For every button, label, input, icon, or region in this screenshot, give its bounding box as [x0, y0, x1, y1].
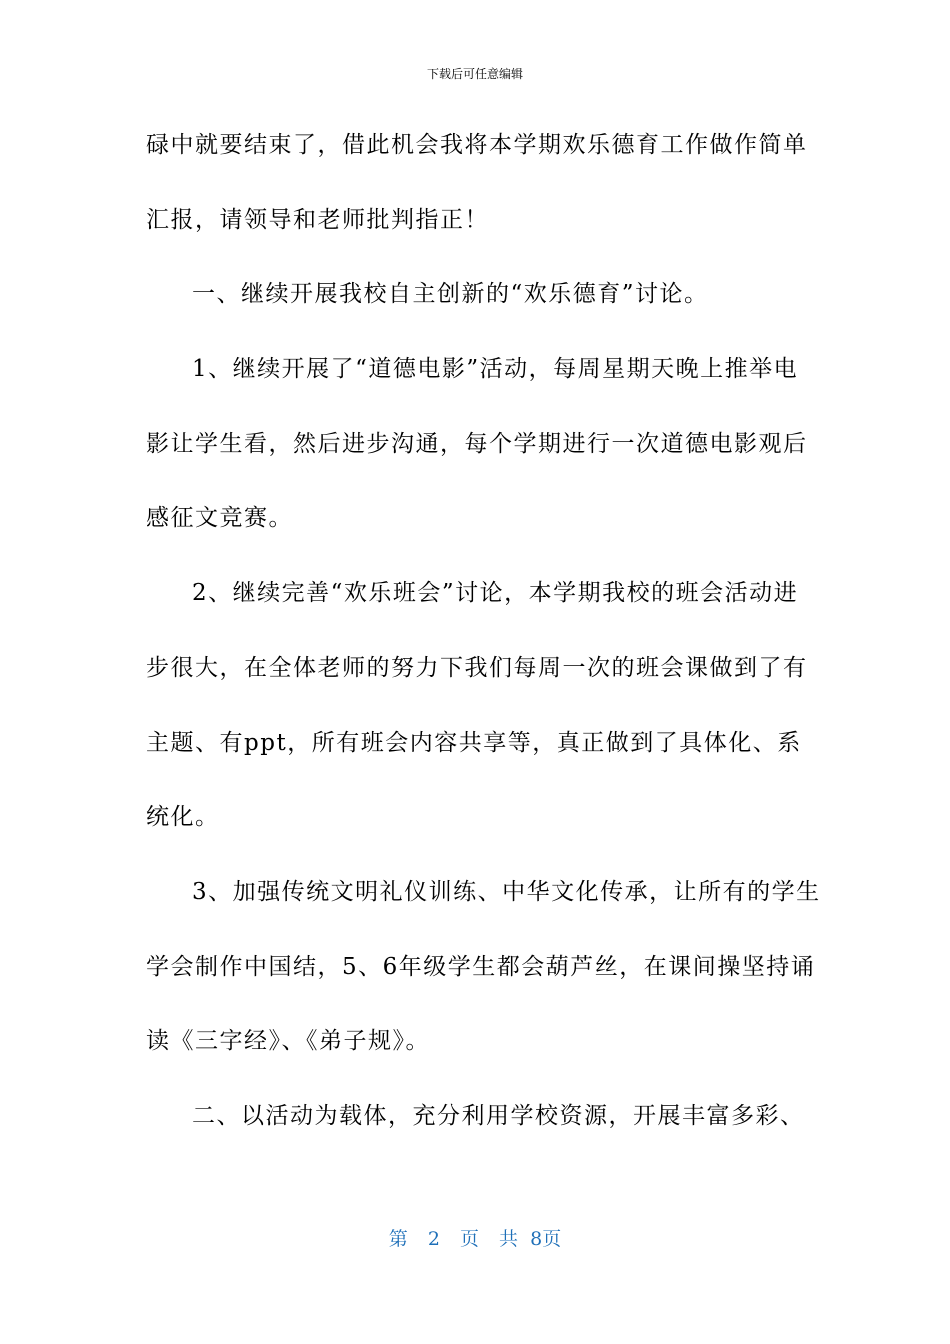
- footer-current-page: 2: [427, 1228, 440, 1250]
- body-line: 读《三字经》、《弟子规》。: [146, 1028, 430, 1055]
- body-line: 一、继续开展我校自主创新的“欢乐德育”讨论。: [192, 281, 709, 308]
- page-header: [0, 64, 950, 84]
- footer-total-pages: 8页: [530, 1228, 562, 1250]
- footer-total-prefix: 共: [499, 1228, 519, 1250]
- body-line: 主题、有ppt，所有班会内容共享等，真正做到了具体化、系: [146, 729, 802, 756]
- body-line: 感征文竞赛。: [146, 505, 293, 532]
- header-text: 下载后可任意编辑: [426, 67, 523, 81]
- body-line: 影让学生看，然后进步沟通，每个学期进行一次道德电影观后: [146, 430, 808, 457]
- footer-page-label: 页: [459, 1228, 479, 1250]
- body-line: 3、加强传统文明礼仪训练、中华文化传承，让所有的学生: [192, 878, 821, 905]
- footer-prefix: 第: [388, 1228, 408, 1250]
- body-line: 1、继续开展了“道德电影”活动，每周星期天晚上推举电: [192, 356, 799, 383]
- body-line: 二、以活动为载体，充分利用学校资源，开展丰富多彩、: [192, 1102, 805, 1129]
- body-line: 汇报，请领导和老师批判指正！: [146, 206, 489, 233]
- page-footer: [0, 1226, 950, 1252]
- body-line: 碌中就要结束了，借此机会我将本学期欢乐德育工作做作简单: [146, 132, 808, 158]
- body-line: 步很大，在全体老师的努力下我们每周一次的班会课做到了有: [146, 654, 808, 681]
- body-line: 统化。: [146, 804, 220, 831]
- document-body: [146, 118, 836, 1164]
- body-line: 学会制作中国结，5、6年级学生都会葫芦丝，在课间操坚持诵: [146, 953, 816, 980]
- body-line: 2、继续完善“欢乐班会”讨论，本学期我校的班会活动进: [192, 580, 799, 607]
